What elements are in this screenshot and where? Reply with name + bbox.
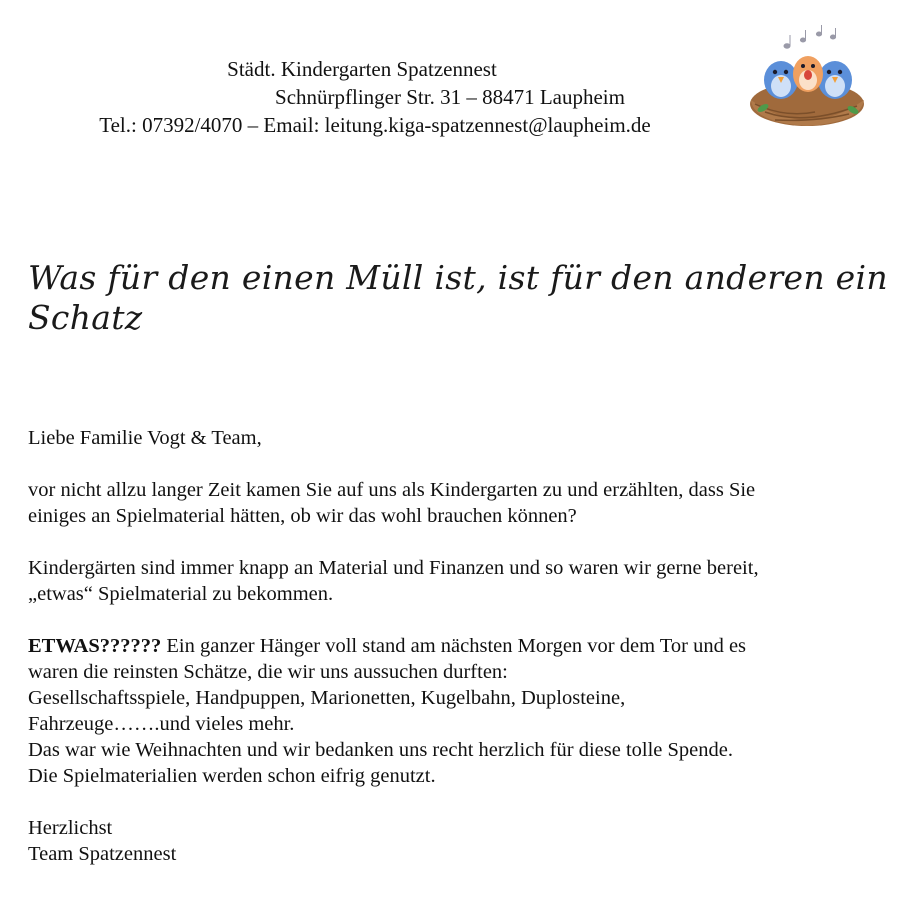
- paragraph-3-line-1-rest: Ein ganzer Hänger voll stand am nächsten Morgen vor dem Tor und es: [161, 635, 747, 657]
- closing: Herzlichst: [28, 817, 113, 839]
- emphasis-etwas: ETWAS??????: [28, 635, 162, 657]
- paragraph-3-line-3: Gesellschaftsspiele, Handpuppen, Marionetten, Kugelbahn, Duplosteine,: [28, 687, 626, 709]
- letterhead: [40, 55, 740, 139]
- paragraph-2-line-1: Kindergärten sind immer knapp an Material und Finanzen und so waren wir gerne bereit,: [28, 557, 759, 579]
- headline: [28, 258, 888, 338]
- salutation: [28, 425, 878, 451]
- closing-block: [28, 815, 878, 867]
- headline-line-2: Schatz: [28, 298, 143, 337]
- letter-body: [28, 425, 878, 893]
- paragraph-1-line-2: einiges an Spielmaterial hätten, ob wir das wohl brauchen können?: [28, 505, 577, 527]
- paragraph-3-line-2: waren die reinsten Schätze, die wir uns aussuchen durften:: [28, 661, 508, 683]
- letterhead-contact: Tel.: 07392/4070 – Email: leitung.kiga-spatzennest@laupheim.de: [99, 113, 651, 137]
- paragraph-3-line-6: Die Spielmaterialien werden schon eifrig genutzt.: [28, 765, 436, 787]
- bird-nest-logo-icon: [745, 22, 870, 132]
- paragraph-2: [28, 555, 878, 607]
- salutation-text: Liebe Familie Vogt & Team,: [28, 427, 262, 449]
- paragraph-3-line-1: [28, 633, 878, 659]
- paragraph-2-line-2: „etwas“ Spielmaterial zu bekommen.: [28, 583, 334, 605]
- paragraph-1-line-1: vor nicht allzu langer Zeit kamen Sie auf uns als Kindergarten zu und erzählten, dass Sie: [28, 479, 756, 501]
- letterhead-address: Schnürpflinger Str. 31 – 88471 Laupheim: [275, 85, 625, 109]
- headline-line-1: Was für den einen Müll ist, ist für den anderen ein: [28, 258, 888, 297]
- paragraph-1: [28, 477, 878, 529]
- paragraph-3-line-5: Das war wie Weihnachten und wir bedanken uns recht herzlich für diese tolle Spende.: [28, 739, 733, 761]
- signature: Team Spatzennest: [28, 843, 177, 865]
- letterhead-institution: Städt. Kindergarten Spatzennest: [227, 57, 497, 81]
- paragraph-3: [28, 633, 878, 789]
- paragraph-3-line-4: Fahrzeuge…….und vieles mehr.: [28, 713, 295, 735]
